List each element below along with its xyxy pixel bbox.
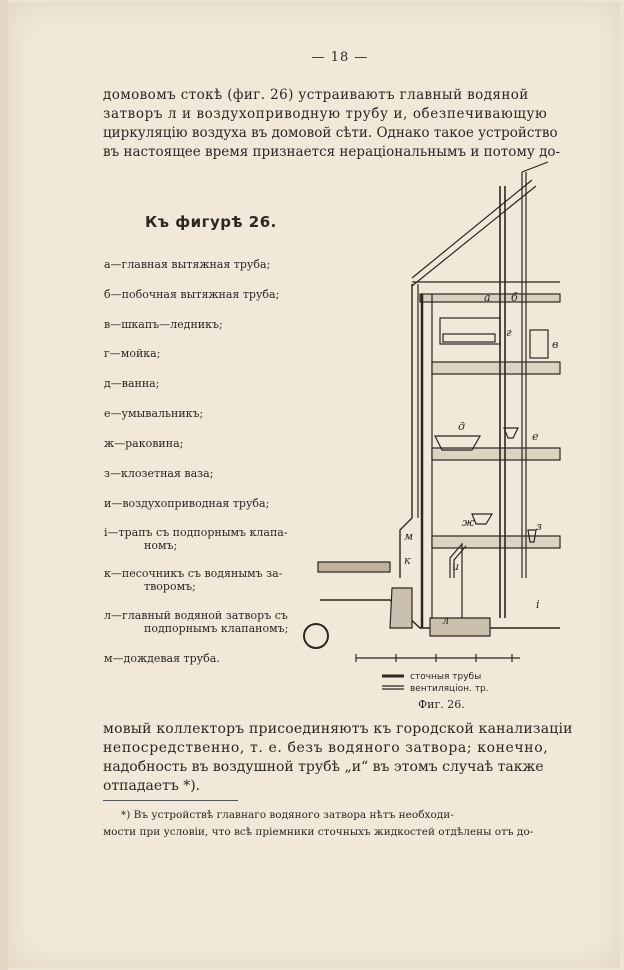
- legend-item: [104, 567, 304, 593]
- figure-caption: Фиг. 26.: [418, 698, 465, 711]
- sink: [443, 334, 495, 342]
- legend-item: [104, 652, 304, 665]
- label-b: б: [511, 291, 518, 304]
- roof-line: [412, 180, 532, 278]
- kitchen-sink: [472, 514, 492, 524]
- label-z: з: [536, 520, 542, 533]
- air-supply-pipe: [450, 544, 462, 618]
- foundation: [390, 588, 412, 628]
- footnote-line: *) Въ устройствѣ главнаго водяного затвора нѣтъ необходи-: [121, 809, 454, 821]
- text-line: домовомъ стокѣ (фиг. 26) устраиваютъ главный водяной: [103, 87, 529, 103]
- legend-text-cont: номъ;: [144, 539, 178, 552]
- roof-line: [412, 186, 536, 286]
- label-l: л: [442, 614, 450, 627]
- legend-text: к—песочникъ съ водянымъ за-: [104, 567, 283, 580]
- legend-text: з—клозетная ваза;: [104, 467, 214, 480]
- page-number: — 18 —: [311, 50, 369, 65]
- text-line: затворъ л и воздухоприводную трубу и, обезпечивающую: [103, 106, 548, 122]
- text-line: непосредственно, т. е. безъ водяного затвора; конечно,: [103, 740, 549, 756]
- legend-text: б—побочная вытяжная труба;: [104, 288, 280, 301]
- legend-text: і—трапъ съ подпорнымъ клапа-: [104, 526, 288, 539]
- legend-item: [104, 318, 304, 331]
- footnote-divider: [103, 800, 238, 801]
- legend-item: [104, 609, 304, 635]
- floor-slab: [432, 362, 560, 374]
- legend-text: м—дождевая труба.: [104, 652, 220, 665]
- cabinet: [440, 318, 500, 344]
- legend-text: л—главный водяной затворъ съ: [104, 609, 288, 622]
- footnote-line: мости при условіи, что всѣ пріемники сточныхъ жидкостей отдѣлены отъ до-: [103, 826, 534, 838]
- label-v: в: [552, 338, 559, 351]
- label-zh: ж: [462, 516, 475, 529]
- key-vent-label: вентиляціон. тр.: [410, 684, 489, 694]
- legend-item: [104, 526, 304, 552]
- label-i-dot: і: [536, 598, 540, 611]
- legend-text: е—умывальникъ;: [104, 407, 204, 420]
- footnote: [103, 807, 565, 841]
- legend-text: г—мойка;: [104, 347, 161, 360]
- text-line: отпадаетъ *).: [103, 778, 201, 794]
- plumbing-diagram: [300, 158, 572, 694]
- bottom-paragraph: [103, 720, 573, 796]
- page-edge: [0, 0, 8, 970]
- legend-item: [104, 347, 304, 360]
- legend-item: [104, 258, 304, 271]
- legend-text: д—ванна;: [104, 377, 160, 390]
- top-paragraph: [103, 86, 565, 162]
- legend-item: [104, 288, 304, 301]
- label-e: е: [532, 430, 539, 443]
- legend-item: [104, 407, 304, 420]
- house-drain: [318, 562, 390, 572]
- legend-text: и—воздухоприводная труба;: [104, 497, 270, 510]
- icebox: [530, 330, 548, 358]
- text-line: циркуляцію воздуха въ домовой сѣти. Однако такое устройство: [103, 125, 558, 141]
- legend-item: [104, 497, 304, 510]
- legend-title: Къ фигурѣ 26.: [145, 213, 277, 231]
- legend-item: [104, 377, 304, 390]
- key-sewage-label: сточныя трубы: [410, 672, 482, 682]
- legend-text-cont: подпорнымъ клапаномъ;: [144, 622, 289, 635]
- vent-cap: [522, 162, 548, 172]
- washbasin: [504, 428, 518, 438]
- legend-text: ж—раковина;: [104, 437, 184, 450]
- label-d: д: [458, 420, 465, 433]
- floor-slab: [432, 536, 560, 548]
- label-a: а: [484, 291, 491, 304]
- legend-text-cont: творомъ;: [144, 580, 196, 593]
- text-line: въ настоящее время признается нераціональнымъ и потому до-: [103, 144, 561, 160]
- label-g: г: [506, 326, 512, 339]
- label-m: м: [404, 530, 414, 543]
- legend-item: [104, 467, 304, 480]
- street-sewer: [304, 624, 328, 648]
- label-i: и: [452, 560, 460, 573]
- legend-text: в—шкапъ—ледникъ;: [104, 318, 223, 331]
- text-line: мовый коллекторъ присоединяютъ къ городской канализаціи: [103, 721, 573, 737]
- trap-pit: [430, 618, 490, 636]
- label-k: к: [404, 554, 411, 567]
- text-line: надобность въ воздушной трубѣ „и“ въ этомъ случаѣ также: [103, 759, 544, 775]
- legend-text: а—главная вытяжная труба;: [104, 258, 271, 271]
- legend-item: [104, 437, 304, 450]
